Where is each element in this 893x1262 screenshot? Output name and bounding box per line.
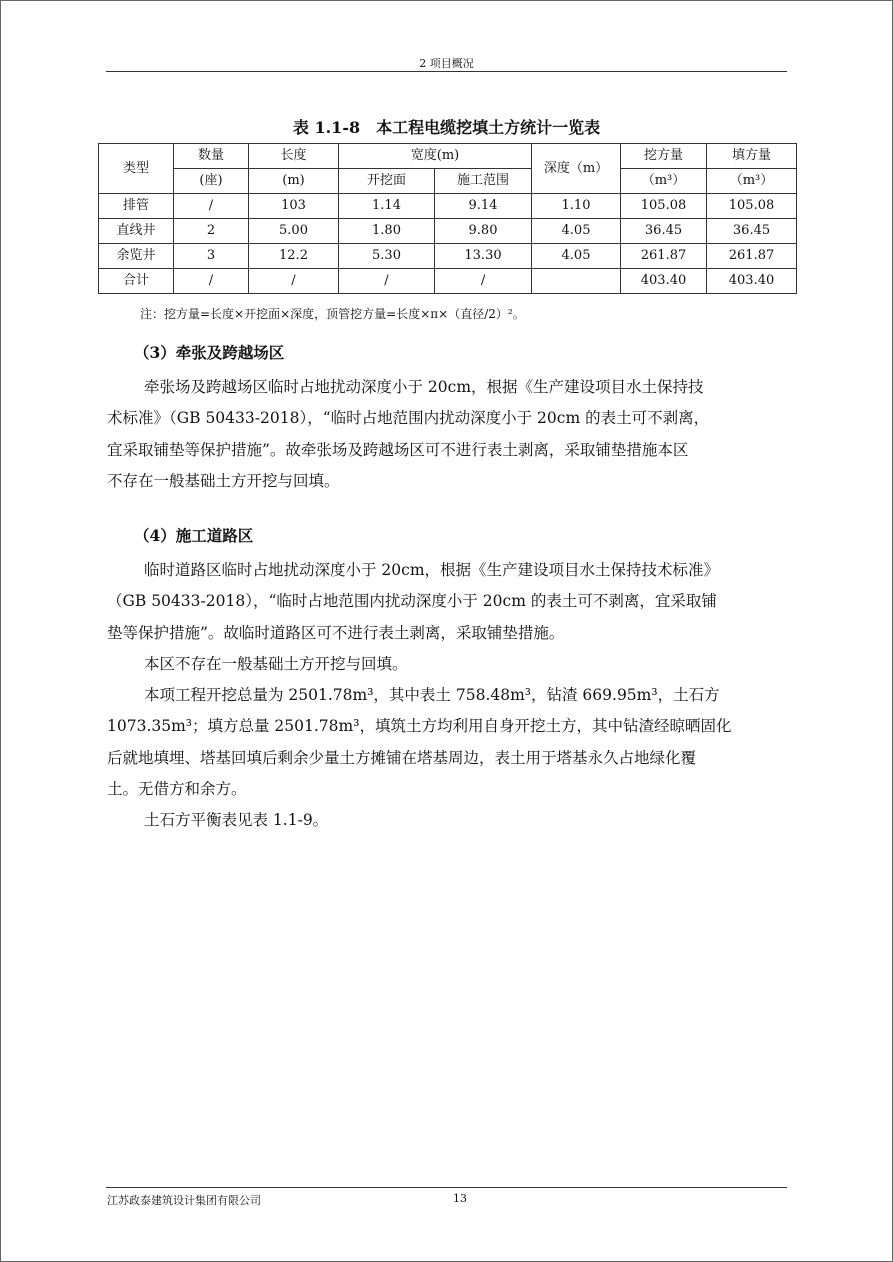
table-cell: 1.14: [339, 194, 435, 219]
table-cell: 9.80: [435, 219, 532, 244]
text-line: 土。无借方和余方。: [107, 780, 247, 799]
table-title: 表 1.1-8 本工程电缆挖填土方统计一览表: [292, 118, 601, 137]
table-header-row: [99, 144, 797, 169]
earthwork-table: [98, 143, 797, 294]
table-cell: 5.30: [339, 244, 435, 269]
text-line: 土石方平衡表见表 1.1-9。: [144, 811, 329, 830]
table-cell: /: [174, 194, 249, 219]
table-cell: 105.08: [621, 194, 707, 219]
footer-company: 江苏政泰建筑设计集团有限公司: [107, 1194, 261, 1207]
section-heading-3: （3）牵张及跨越场区: [134, 343, 285, 362]
table-cell: 403.40: [621, 269, 707, 294]
text-line: 本项工程开挖总量为 2501.78m³，其中表土 758.48m³，钻渣 669.95m³，土石方: [144, 686, 720, 705]
section-heading-4: （4）施工道路区: [134, 526, 254, 545]
table-cell: 103: [249, 194, 339, 219]
header-width: 宽度(m): [339, 144, 532, 169]
table-cell: 合计: [99, 269, 174, 294]
table-cell: 4.05: [532, 244, 621, 269]
header-count-unit: (座): [174, 169, 249, 194]
header-count: 数量: [174, 144, 249, 169]
text-line: 本区不存在一般基础土方开挖与回填。: [144, 654, 408, 673]
table-note: 注：挖方量=长度×开挖面×深度，顶管挖方量=长度×π×（直径/2）²。: [140, 307, 525, 321]
section-4-paragraph: [107, 555, 788, 837]
table-cell: 13.30: [435, 244, 532, 269]
table-cell: 12.2: [249, 244, 339, 269]
text-line: 垫等保护措施”。故临时道路区可不进行表土剥离，采取铺垫措施。: [107, 623, 565, 642]
table-row: [99, 219, 797, 244]
table-cell: 403.40: [707, 269, 797, 294]
table-cell: 261.87: [707, 244, 797, 269]
table-row: [99, 194, 797, 219]
table-cell: 4.05: [532, 219, 621, 244]
table-total-row: [99, 269, 797, 294]
table-cell: 36.45: [621, 219, 707, 244]
text-line: 牵张场及跨越场区临时占地扰动深度小于 20cm，根据《生产建设项目水土保持技: [144, 378, 704, 396]
table-row: [99, 244, 797, 269]
table-cell: 9.14: [435, 194, 532, 219]
table-cell: 1.10: [532, 194, 621, 219]
table-cell: 余览井: [99, 244, 174, 269]
table-cell: 1.80: [339, 219, 435, 244]
header-excavation-unit: （m³）: [621, 169, 707, 194]
table-cell: /: [435, 269, 532, 294]
text-line: 1073.35m³；填方总量 2501.78m³，填筑土方均利用自身开挖土方，其中钻渣经晾晒固化: [107, 717, 732, 736]
header-fill-unit: （m³）: [707, 169, 797, 194]
header-length: 长度: [249, 144, 339, 169]
header-excavation: 挖方量: [621, 144, 707, 169]
text-line: （GB 50433-2018），“临时占地范围内扰动深度小于 20cm 的表土可不剥离，宜采取铺: [107, 592, 717, 611]
table-cell: 36.45: [707, 219, 797, 244]
header-length-unit: (m): [249, 169, 339, 194]
header-type: 类型: [99, 144, 174, 194]
header-fill: 填方量: [707, 144, 797, 169]
table-cell: 261.87: [621, 244, 707, 269]
table-cell: /: [174, 269, 249, 294]
text-line: 术标准》（GB 50433-2018），“临时占地范围内扰动深度小于 20cm 的表土可不剥离，: [107, 409, 710, 428]
table-subheader-row: [99, 169, 797, 194]
table-cell: /: [249, 269, 339, 294]
footer-divider: [106, 1187, 787, 1188]
text-line: 后就地填埋、塔基回填后剩余少量土方摊铺在塔基周边，表土用于塔基永久占地绿化覆: [107, 748, 697, 767]
text-line: 临时道路区临时占地扰动深度小于 20cm，根据《生产建设项目水土保持技术标准》: [144, 561, 720, 579]
table-cell: /: [339, 269, 435, 294]
header-width-excavation: 开挖面: [339, 169, 435, 194]
text-line: 不存在一般基础土方开挖与回填。: [107, 471, 340, 490]
page-header: 2 项目概况: [419, 57, 474, 70]
table-cell: 105.08: [707, 194, 797, 219]
header-depth: 深度（m）: [532, 144, 621, 194]
text-line: 宜采取铺垫等保护措施”。故牵张场及跨越场区可不进行表土剥离，采取铺垫措施本区: [107, 440, 689, 459]
table-cell: 5.00: [249, 219, 339, 244]
table-cell: 直线井: [99, 219, 174, 244]
table-cell: [532, 269, 621, 294]
section-3-paragraph: [107, 372, 788, 497]
page-number: 13: [453, 1192, 467, 1205]
header-divider: [106, 71, 787, 72]
header-width-construction: 施工范围: [435, 169, 532, 194]
table-cell: 3: [174, 244, 249, 269]
table-cell: 排管: [99, 194, 174, 219]
table-cell: 2: [174, 219, 249, 244]
